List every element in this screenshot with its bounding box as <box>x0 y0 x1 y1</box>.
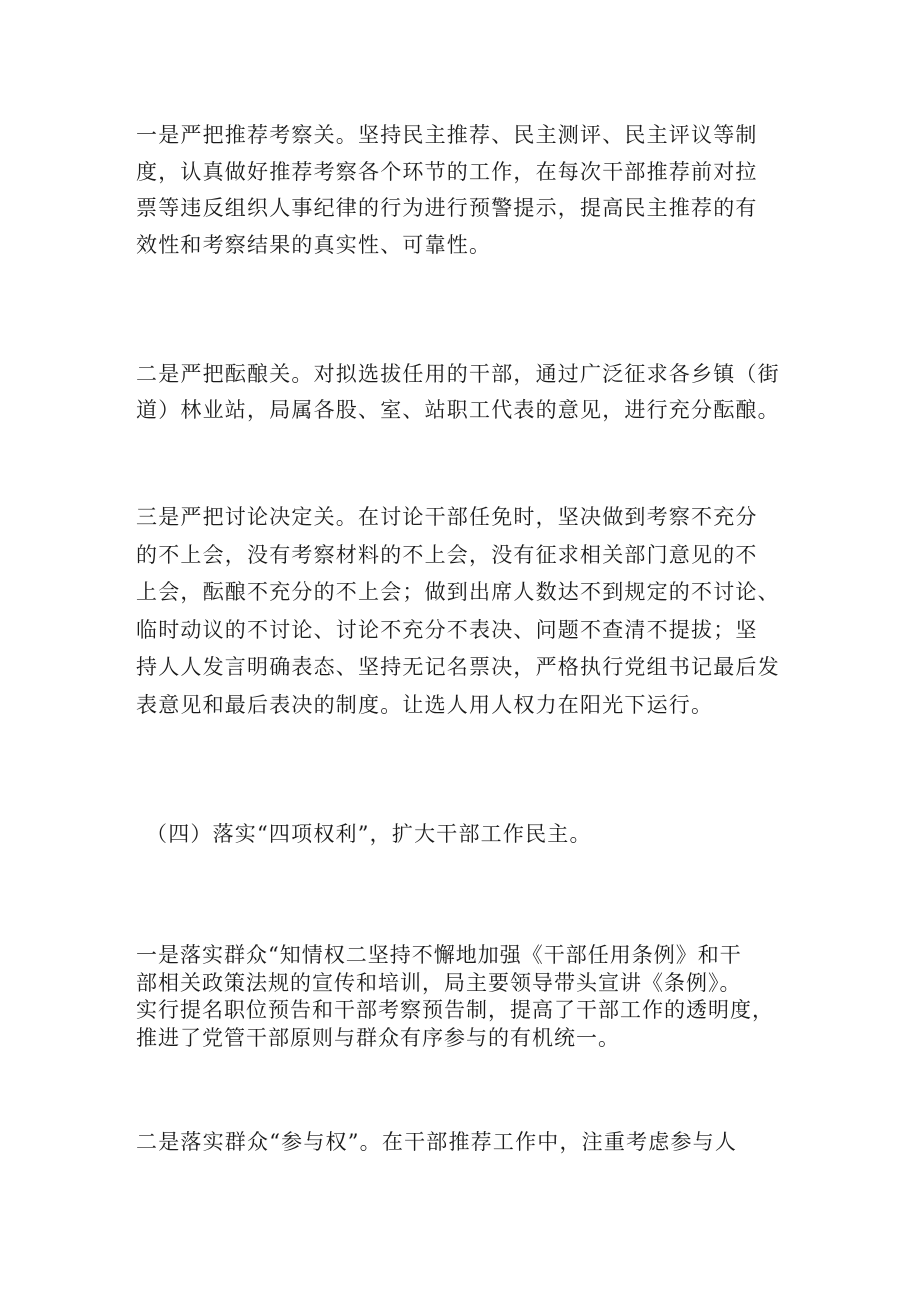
text-line: 推进了党管干部原则与群众有序参与的有机统一。 <box>136 1025 620 1050</box>
text-line: 二是严把酝酿关。对拟选拔任用的干部，通过广泛征求各乡镇（街 <box>136 362 780 386</box>
text-line: 部相关政策法规的宣传和培训，局主要领导带头宣讲《条例》。 <box>136 970 742 995</box>
text-line: 持人人发言明确表态、坚持无记名票决，严格执行党组书记最后发 <box>136 655 780 679</box>
text-line: 二是落实群众“参与权”。在干部推荐工作中，注重考虑参与人 <box>136 1130 738 1154</box>
text-line: 表意见和最后表决的制度。让选人用人权力在阳光下运行。 <box>136 692 714 717</box>
text-line: 一是严把推荐考察关。坚持民主推荐、民主测评、民主评议等制 <box>136 123 758 147</box>
paragraph-discussion-decision <box>136 499 796 724</box>
section-heading-text: （四）落实“四项权利”，扩大干部工作民主。 <box>146 822 592 846</box>
paragraph-deliberation <box>136 356 796 428</box>
text-line: 临时动议的不讨论、讨论不充分不表决、问题不查清不提拔；坚 <box>136 617 758 642</box>
paragraph-recommendation-review <box>136 117 796 263</box>
text-line: 一是落实群众“知情权二坚持不懈地加强《干部任用条例》和干 <box>136 943 742 967</box>
text-line: 上会，酝酿不充分的不上会；做到出席人数达不到规定的不讨论、 <box>136 580 780 604</box>
paragraph-right-to-know <box>136 942 796 1052</box>
text-line: 三是严把讨论决定关。在讨论干部任免时，坚决做到考察不充分 <box>136 505 758 529</box>
text-line: 道）林业站，局属各股、室、站职工代表的意见，进行充分酝酿。 <box>136 398 780 422</box>
section-heading <box>146 816 806 852</box>
text-line: 效性和考察结果的真实性、可靠性。 <box>136 232 492 257</box>
text-line: 实行提名职位预告和干部考察预告制，提高了干部工作的透明度， <box>136 998 774 1022</box>
text-line: 票等违反组织人事纪律的行为进行预警提示，提高民主推荐的有 <box>136 196 758 220</box>
text-line: 度，认真做好推荐考察各个环节的工作，在每次干部推荐前对拉 <box>136 159 758 184</box>
paragraph-right-to-participate <box>136 1124 796 1160</box>
text-line: 的不上会，没有考察材料的不上会，没有征求相关部门意见的不 <box>136 542 758 567</box>
